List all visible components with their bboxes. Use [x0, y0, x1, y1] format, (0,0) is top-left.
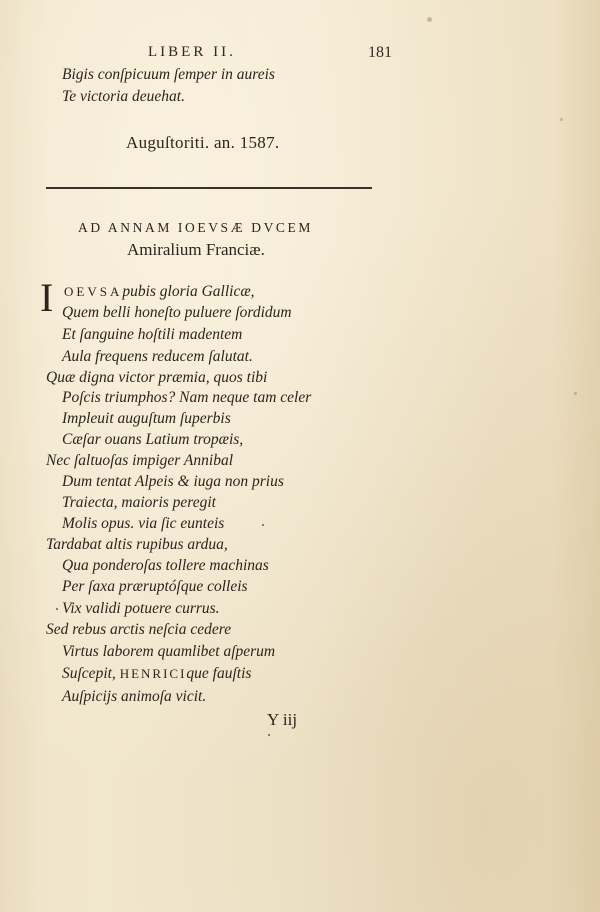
ink-speck: [268, 734, 270, 736]
verse-line: Molis opus. via ſic eunteis: [62, 515, 225, 532]
verse-line-henrici: [62, 665, 251, 683]
place-date: Auguſtoriti. an. 1587.: [126, 133, 280, 152]
verse-line: Qua ponderoſas tollere machinas: [62, 557, 269, 574]
page-number: 181: [368, 44, 392, 61]
verse-line: Auſpicijs animoſa vicit.: [62, 688, 207, 705]
first-line-rest: pubis gloria Gallicæ,: [122, 283, 255, 300]
verse-line: Poſcis triumphos? Nam neque tam celer: [62, 389, 312, 406]
paper-stain: [427, 17, 432, 22]
verse-line: Impleuit auguſtum ſuperbis: [62, 410, 231, 427]
verse-line: Bigis conſpicuum ſemper in aureis: [62, 66, 275, 83]
verse-line: Te victoria deuehat.: [62, 88, 185, 105]
section-rule: [46, 187, 372, 189]
first-line-caps: OEVSA: [64, 284, 123, 299]
verse-line: Aula frequens reducem ſalutat.: [62, 348, 253, 365]
ink-speck: [56, 608, 58, 610]
verse-line: Cæſar ouans Latium tropæis,: [62, 431, 244, 448]
verse-line: Per ſaxa præruptóſque colleis: [62, 578, 248, 595]
poem-title: AD ANNAM IOEVSÆ DVCEM: [78, 220, 313, 235]
verse-text: que fauſtis: [186, 665, 252, 682]
verse-line: Vix validi potuere currus.: [62, 600, 220, 617]
drop-cap: I: [40, 275, 54, 320]
verse-line: Quem belli honeſto puluere ſordidum: [62, 304, 292, 321]
verse-line: Tardabat altis rupibus ardua,: [46, 536, 228, 553]
ink-speck: [262, 524, 264, 526]
verse-line-first: [64, 283, 255, 301]
paper-stain: [560, 118, 563, 121]
verse-line: Nec ſaltuoſas impiger Annibal: [46, 452, 233, 469]
verse-line: Quæ digna victor præmia, quos tibi: [46, 369, 268, 386]
name-caps: HENRICI: [119, 666, 187, 681]
verse-line: Traiecta, maioris peregit: [62, 494, 216, 511]
verse-line: Sed rebus arctis neſcia cedere: [46, 621, 232, 638]
verse-line: Et ſanguine hoſtili madentem: [62, 326, 243, 343]
verse-text: Suſcepit,: [62, 665, 120, 682]
poem-subtitle: Amiralium Franciæ.: [127, 240, 265, 259]
verse-line: Virtus laborem quamlibet aſperum: [62, 643, 276, 660]
signature-mark: Y iij: [267, 710, 298, 729]
page-header: [0, 44, 600, 68]
running-title: LIBER II.: [148, 44, 236, 60]
verse-line: Dum tentat Alpeis & iuga non prius: [62, 473, 284, 490]
paper-stain: [574, 392, 577, 395]
